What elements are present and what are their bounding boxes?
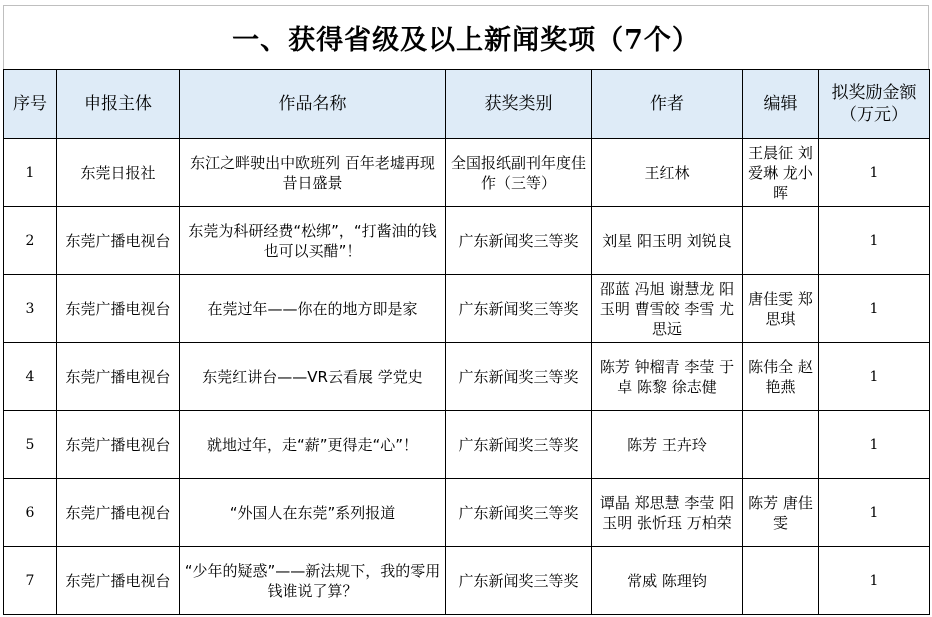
cell-index: 2 bbox=[4, 207, 57, 275]
cell-reward: 1 bbox=[819, 479, 930, 547]
cell-category: 广东新闻奖三等奖 bbox=[446, 275, 592, 343]
table-row bbox=[4, 479, 930, 547]
cell-category: 全国报纸副刊年度佳作（三等） bbox=[446, 139, 592, 207]
cell-work: “外国人在东莞”系列报道 bbox=[180, 479, 446, 547]
cell-entity: 东莞广播电视台 bbox=[57, 411, 180, 479]
cell-category: 广东新闻奖三等奖 bbox=[446, 411, 592, 479]
cell-reward: 1 bbox=[819, 547, 930, 615]
cell-reward: 1 bbox=[819, 139, 930, 207]
table-row bbox=[4, 411, 930, 479]
table-row bbox=[4, 139, 930, 207]
header-category: 获奖类别 bbox=[446, 70, 592, 139]
cell-category: 广东新闻奖三等奖 bbox=[446, 343, 592, 411]
awards-table bbox=[3, 69, 930, 615]
cell-category: 广东新闻奖三等奖 bbox=[446, 207, 592, 275]
cell-index: 4 bbox=[4, 343, 57, 411]
header-entity: 申报主体 bbox=[57, 70, 180, 139]
cell-index: 3 bbox=[4, 275, 57, 343]
cell-editors bbox=[743, 411, 819, 479]
cell-entity: 东莞日报社 bbox=[57, 139, 180, 207]
table-row bbox=[4, 207, 930, 275]
cell-reward: 1 bbox=[819, 343, 930, 411]
cell-index: 1 bbox=[4, 139, 57, 207]
cell-work: 东江之畔驶出中欧班列 百年老墟再现昔日盛景 bbox=[180, 139, 446, 207]
cell-work: 东莞为科研经费“松绑”，“打酱油的钱也可以买醋”！ bbox=[180, 207, 446, 275]
table-row bbox=[4, 343, 930, 411]
cell-index: 7 bbox=[4, 547, 57, 615]
cell-reward: 1 bbox=[819, 207, 930, 275]
cell-entity: 东莞广播电视台 bbox=[57, 207, 180, 275]
cell-entity: 东莞广播电视台 bbox=[57, 343, 180, 411]
cell-editors bbox=[743, 547, 819, 615]
cell-authors: 邵蓝 冯旭 谢慧龙 阳玉明 曹雪皎 李雪 尤思远 bbox=[592, 275, 743, 343]
cell-entity: 东莞广播电视台 bbox=[57, 547, 180, 615]
header-work: 作品名称 bbox=[180, 70, 446, 139]
cell-index: 6 bbox=[4, 479, 57, 547]
cell-entity: 东莞广播电视台 bbox=[57, 275, 180, 343]
cell-editors: 陈伟全 赵艳燕 bbox=[743, 343, 819, 411]
table-row bbox=[4, 275, 930, 343]
header-reward: 拟奖励金额（万元） bbox=[819, 70, 930, 139]
cell-category: 广东新闻奖三等奖 bbox=[446, 479, 592, 547]
header-editors: 编辑 bbox=[743, 70, 819, 139]
cell-reward: 1 bbox=[819, 411, 930, 479]
cell-work: “少年的疑惑”——新法规下，我的零用钱谁说了算？ bbox=[180, 547, 446, 615]
table-row bbox=[4, 547, 930, 615]
cell-editors: 陈芳 唐佳雯 bbox=[743, 479, 819, 547]
cell-editors: 唐佳雯 郑思琪 bbox=[743, 275, 819, 343]
cell-authors: 王红林 bbox=[592, 139, 743, 207]
document-title: 一、获得省级及以上新闻奖项（7个） bbox=[3, 5, 929, 69]
cell-reward: 1 bbox=[819, 275, 930, 343]
header-index: 序号 bbox=[4, 70, 57, 139]
cell-authors: 刘星 阳玉明 刘锐良 bbox=[592, 207, 743, 275]
cell-editors: 王晨征 刘爱琳 龙小晖 bbox=[743, 139, 819, 207]
cell-authors: 陈芳 王卉玲 bbox=[592, 411, 743, 479]
cell-category: 广东新闻奖三等奖 bbox=[446, 547, 592, 615]
cell-entity: 东莞广播电视台 bbox=[57, 479, 180, 547]
cell-work: 就地过年，走“薪”更得走“心”！ bbox=[180, 411, 446, 479]
header-authors: 作者 bbox=[592, 70, 743, 139]
cell-index: 5 bbox=[4, 411, 57, 479]
cell-editors bbox=[743, 207, 819, 275]
cell-authors: 陈芳 钟榴青 李莹 于卓 陈黎 徐志健 bbox=[592, 343, 743, 411]
cell-authors: 谭晶 郑思慧 李莹 阳玉明 张忻珏 万柏荣 bbox=[592, 479, 743, 547]
cell-work: 在莞过年——你在的地方即是家 bbox=[180, 275, 446, 343]
cell-authors: 常威 陈理钧 bbox=[592, 547, 743, 615]
table-header-row bbox=[4, 70, 930, 139]
cell-work: 东莞红讲台——VR云看展 学党史 bbox=[180, 343, 446, 411]
